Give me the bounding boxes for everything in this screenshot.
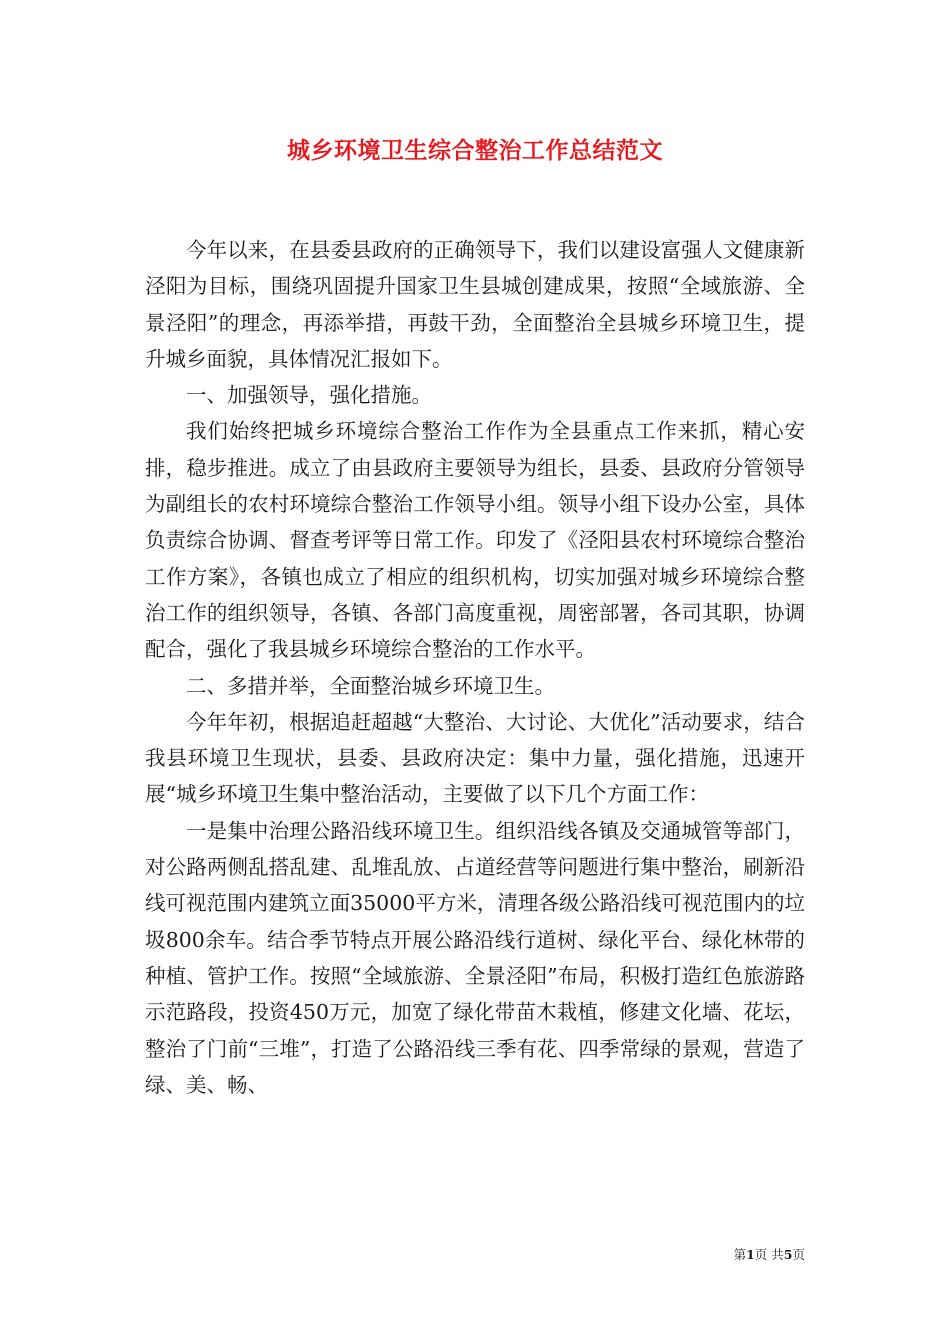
section-heading: 一、加强领导，强化措施。 (186, 383, 432, 408)
body-paragraph: 我们始终把城乡环境综合整治工作作为全县重点工作来抓，精心安排，稳步推进。成立了由县政府主要领导为组长，县委、县政府分管领导为副组长的农村环境综合整治工作领导小组。领导小组下设办公室，具体负责综合协调、督查考评等日常工作。印发了《泾阳县农村环境综合整治工作方案》，各镇也成立了相应的组织机构，切实加强对城乡环境综合整治工作的组织领导，各镇、各部门高度重视，周密部署，各司其职，协调配合，强化了我县城乡环境综合整治的工作水平。 (145, 419, 805, 662)
document-title: 城乡环境卫生综合整治工作总结范文 (287, 137, 663, 164)
footer-middle: 页 共 (754, 1247, 784, 1262)
section-heading: 二、多措并举，全面整治城乡环境卫生。 (186, 673, 555, 698)
body-paragraph: 一是集中治理公路沿线环境卫生。组织沿线各镇及交通城管等部门，对公路两侧乱搭乱建、乱堆乱放、占道经营等问题进行集中整治，刷新沿线可视范围内建筑立面35000平方米，清理各级公路沿线可视范围内的垃圾800余车。结合季节特点开展公路沿线行道树、绿化平台、绿化林带的种植、管护工作。按照“全域旅游、全景泾阳”布局，积极打造红色旅游路示范路段，投资450万元，加宽了绿化带苗木栽植，修建文化墙、花坛，整治了门前“三堆”，打造了公路沿线三季有花、四季常绿的景观，营造了绿、美、畅、 (145, 818, 805, 1097)
page-number-footer (0, 1247, 805, 1263)
footer-prefix: 第 (733, 1247, 747, 1262)
body-paragraph: 今年以来，在县委县政府的正确领导下，我们以建设富强人文健康新泾阳为目标，围绕巩固提升国家卫生县城创建成果，按照“全域旅游、全景泾阳”的理念，再添举措，再鼓干劲，全面整治全县城乡环境卫生，提升城乡面貌，具体情况汇报如下。 (145, 238, 805, 371)
body-paragraph: 今年年初，根据追赶超越“大整治、大讨论、大优化”活动要求，结合我县环境卫生现状，县委、县政府决定：集中力量，强化措施，迅速开展“城乡环境卫生集中整治活动，主要做了以下几个方面工作： (145, 709, 805, 807)
footer-suffix: 页 (792, 1247, 805, 1262)
document-body (145, 232, 805, 1103)
footer-current-page: 1 (746, 1247, 755, 1262)
footer-total-pages: 5 (783, 1247, 793, 1262)
